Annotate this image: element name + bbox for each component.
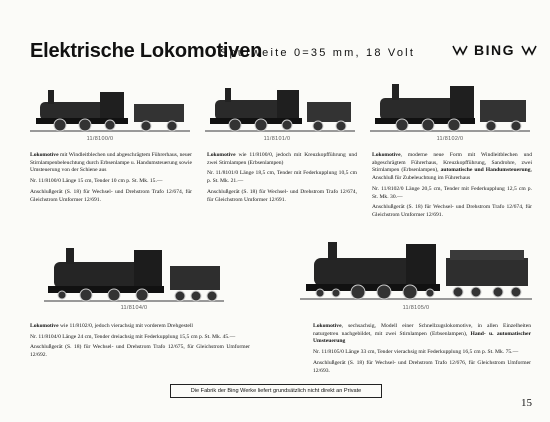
item-name: Lokomotive	[30, 323, 59, 329]
locomotive-image	[44, 240, 224, 306]
item-accessory: Anschlußgerät (S. 18) für Wechsel- und Drehstrom Trafo 12/676, für Gleichstrom Umformer 12/693.	[313, 359, 531, 374]
item-text: wie 11/8100/0, jedoch mit Kreuzkopfführung und zwei Stirnlampen (Erbsenlampen)	[207, 152, 357, 166]
item-bold-text: automatische und Handumsteuerung	[440, 167, 531, 174]
item-price: p. St. Mk. 75.—	[481, 349, 519, 356]
brand-logo	[452, 42, 537, 58]
page-number: 15	[521, 397, 532, 409]
item-description	[313, 323, 531, 378]
item-text-end: , Anschluß für Zubeleuchtung im Führerhaus	[372, 167, 532, 182]
item-text: mit Windleitblechen und abgeschrägtem Führerhaus, neuer Stirnlampenbeleuchtung durch Erbsenlampe u. Handumsteuerung sowie Umsteuerung von der Schiene aus	[30, 152, 193, 174]
item-caption: 11/8105/0	[402, 305, 430, 311]
item-description	[207, 152, 357, 207]
brand-name: BING	[474, 42, 515, 58]
item-accessory: Anschlußgerät (S. 18) für Wechsel- und Drehstrom Trafo 12/674, für Gleichstrom Umformer 12/691.	[372, 204, 532, 219]
item-price: p. St. Mk. 45.—	[198, 333, 236, 340]
item-accessory: Anschlußgerät (S. 18) für Wechsel- und Drehstrom Trafo 12/674, für Gleichstrom Umformer 12/691.	[207, 188, 357, 203]
item-description	[372, 152, 532, 223]
item-description	[30, 152, 192, 207]
page-subtitle: Spurweite 0=35 mm, 18 Volt	[220, 47, 416, 59]
item-name: Lokomotive	[313, 323, 342, 329]
item-name: Lokomotive	[30, 152, 59, 158]
locomotive-image	[205, 78, 355, 136]
item-order-line: Nr. 11/8101/0 Länge 18,5 cm, Tender mit Federkupplung 10,5 cm	[207, 170, 357, 177]
item-text: , sechsachsig, Modell einer Schnellzugslokomotive, in allen Einzelheiten naturgetreu nachgebildet, mit zwei Stirnlampen (Erbsenlampen),	[313, 323, 531, 337]
item-accessory: Anschlußgerät (S. 18) für Wechsel- und Drehstrom Trafo 12/675, für Gleichstrom Umformer 12/692.	[30, 344, 250, 359]
item-price: p. St. Mk. 30.—	[372, 185, 532, 200]
locomotive-image	[300, 234, 532, 304]
item-bold-text: Hand- u. automatischer Umsteuerung	[313, 330, 531, 345]
item-order-line: Nr. 11/8102/0 Länge 20,5 cm, Tender mit Federkupplung 12,5 cm	[372, 185, 526, 192]
item-description	[30, 323, 250, 363]
item-accessory: Anschlußgerät (S. 18) für Wechsel- und Drehstrom Trafo 12/674, für Gleichstrom Umformer 12/691.	[30, 188, 192, 203]
item-caption: 11/8100/0	[86, 136, 114, 142]
item-name: Lokomotive	[372, 152, 401, 158]
item-caption: 11/8101/0	[263, 136, 291, 142]
item-caption: 11/8102/0	[436, 136, 464, 142]
notice-box: Die Fabrik der Bing Werke liefert grundsätzlich nicht direkt an Private	[170, 384, 382, 398]
bing-emblem-icon	[452, 44, 468, 56]
item-text: wie 11/8102/0, jedoch vierachsig mit vorderem Drehgestell	[60, 323, 193, 329]
page-title: Elektrische Lokomotiven	[30, 40, 263, 62]
item-text: , moderne neue Form mit Windleitblechen und abgeschrägtem Führerhaus, Kreuzkopfführung, Sandrohre, zwei Stirnlampen (Erbsenlampen),	[372, 152, 532, 174]
item-order-line: Nr. 11/8100/0 Länge 15 cm, Tender 10 cm	[30, 178, 125, 185]
locomotive-image	[30, 78, 190, 136]
bing-emblem-icon	[521, 44, 537, 56]
item-name: Lokomotive	[207, 152, 236, 158]
item-caption: 11/8104/0	[120, 305, 148, 311]
item-price: p. St. Mk. 15.—	[126, 178, 163, 185]
item-price: p. St. Mk. 21.—	[207, 178, 244, 185]
locomotive-image	[370, 76, 530, 136]
item-order-line: Nr. 11/8104/0 Länge 24 cm, Tender dreiachsig mit Federkupplung 15,5 cm	[30, 333, 198, 340]
item-order-line: Nr. 11/8105/0 Länge 33 cm, Tender vierachsig mit Federkupplung 16,5 cm	[313, 349, 481, 356]
